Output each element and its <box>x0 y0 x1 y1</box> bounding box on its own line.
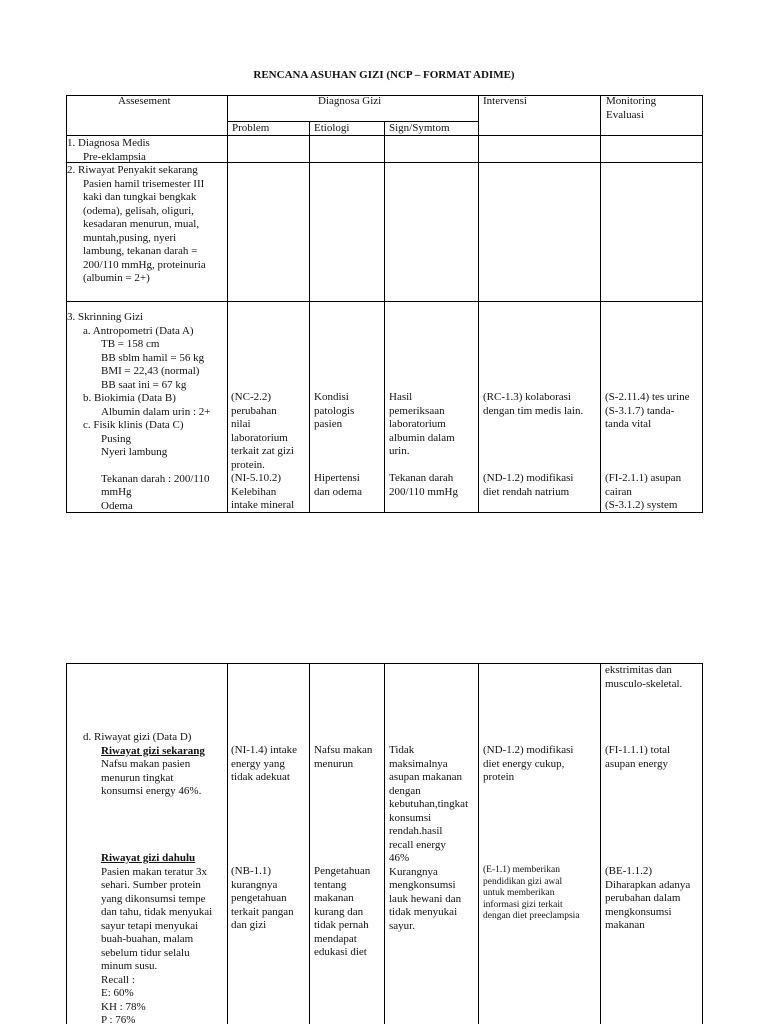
rowd-etiologi-b: Pengetahuan tentang makanan kurang dan tidak pernah mendapat edukasi diet <box>314 865 371 958</box>
row3-monitoring-b: (FI-2.1.1) asupan cairan (S-3.1.2) system <box>605 472 682 511</box>
row3-sign-a: Hasil pemeriksaan laboratorium albumin dalam urin. <box>389 391 455 457</box>
rowd-monitoring-a: (FI-1.1.1) total asupan energy <box>605 744 671 770</box>
rowd-assesment-dahulu: Riwayat gizi dahulu Pasien makan teratur 3x sehari. Sumber protein yang dikonsumsi tempe dan tahu, tidak menyukai sayur tetapi menyukai buah-buahan, malam sebelum tidur selalu minum susu. Recall : E: 60% KH : 78% P : 76% <box>101 852 213 1026</box>
row3-assesment: 3. Skrinning Gizi a. Antropometri (Data A) TB = 158 cm BB sblm hamil = 56 kg BMI = 22,43 (normal) BB saat ini = 67 kg b. Biokimia (Data B) Albumin dalam urin : 2+ c. Fisik klinis (Data C) Pusing Nyeri lambung Tekanan darah : 200/110 mmHg Odema <box>67 311 211 512</box>
header-etiologi: Etiologi <box>314 122 350 134</box>
rowd-intervensi-b: (E-1.1) memberikan pendidikan gizi awal untuk memberikan informasi gizi terkait dengan diet preeclampsia <box>483 865 580 921</box>
row3-etiologi-a: Kondisi patologis pasien <box>314 391 355 430</box>
row3-monitoring-a: (S-2.11.4) tes urine (S-3.1.7) tanda- tanda vital <box>605 391 690 430</box>
rowd-etiologi-a: Nafsu makan menurun <box>314 744 373 770</box>
header-intervensi: Intervensi <box>483 95 527 107</box>
header-monitoring: Monitoring Evaluasi <box>606 95 657 121</box>
row3-etiologi-b: Hipertensi dan odema <box>314 472 362 498</box>
rowd-monitoring-b: (BE-1.1.2) Diharapkan adanya perubahan dalam mengkonsumsi makanan <box>605 865 691 931</box>
row3-sign-b: Tekanan darah 200/110 mmHg <box>389 472 458 498</box>
row3-intervensi-b: (ND-1.2) modifikasi diet rendah natrium <box>483 472 574 498</box>
header-assesment: Assesement <box>118 95 171 107</box>
row2-assesment: 2. Riwayat Penyakit sekarang Pasien hamil trisemester III kaki dan tungkai bengkak (odema), gelisah, oliguri, kesadaran menurun, mual, muntah,pusing, nyeri lambung, tekanan darah = 200/110 mmHg, proteinuria (albumin = 2+) <box>67 164 206 284</box>
rowd-problem-b: (NB-1.1) kurangnya pengetahuan terkait pangan dan gizi <box>231 865 294 931</box>
rowd-intervensi-a: (ND-1.2) modifikasi diet energy cukup, protein <box>483 744 574 783</box>
rowd-sign: Tidak maksimalnya asupan makanan dengan kebutuhan,tingkat konsumsi rendah.hasil recall energy 46% Kurangnya mengkonsumsi lauk hewani dan tidak menyukai sayur. <box>389 744 469 932</box>
header-problem: Problem <box>232 122 270 134</box>
row1-assesment: 1. Diagnosa Medis Pre-eklampsia <box>67 137 150 163</box>
document-title: RENCANA ASUHAN GIZI (NCP – FORMAT ADIME) <box>253 69 515 81</box>
row3-problem-nc: (NC-2.2) perubahan nilai laboratorium terkait zat gizi protein. (NI-5.10.2) Kelebihan intake mineral <box>231 391 295 511</box>
header-diagnosa-gizi: Diagnosa Gizi <box>318 95 382 107</box>
rowd-assesment: d. Riwayat gizi (Data D) Riwayat gizi sekarang Nafsu makan pasien menurun tingkat konsumsi energy 46%. <box>83 731 205 797</box>
heading-riwayat-dahulu: Riwayat gizi dahulu <box>101 852 196 864</box>
rowd-problem-a: (NI-1.4) intake energy yang tidak adekuat <box>231 744 297 783</box>
header-sign: Sign/Symtom <box>389 122 450 134</box>
row3-intervensi-a: (RC-1.3) kolaborasi dengan tim medis lain. <box>483 391 584 417</box>
page2-monitoring-continued: ekstrimitas dan musculo-skeletal. <box>605 664 683 690</box>
heading-riwayat-sekarang: Riwayat gizi sekarang <box>101 744 205 757</box>
